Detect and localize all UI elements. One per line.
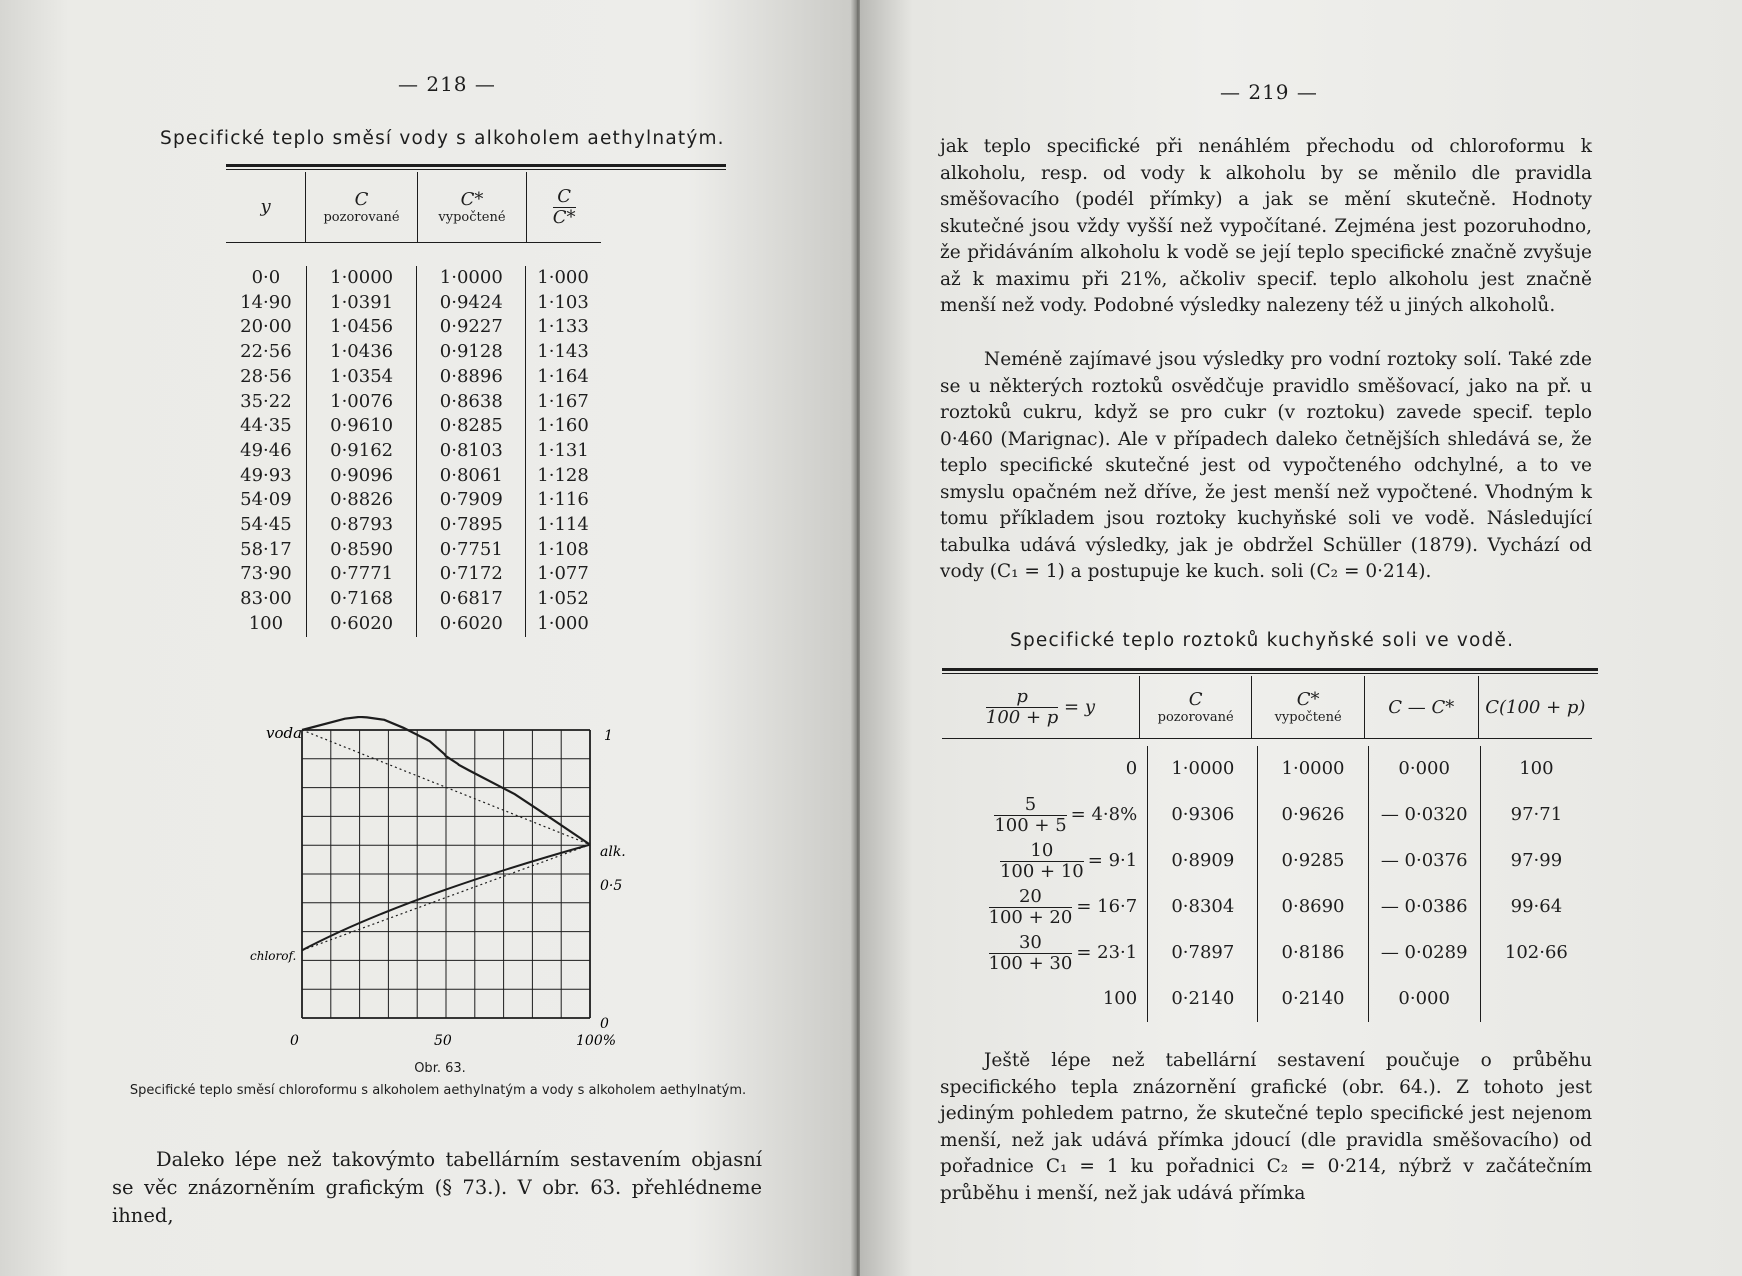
table1-cell: 0·9162	[306, 439, 417, 464]
table1-cell: 0·8896	[417, 365, 526, 390]
label-right-0: 0	[600, 1016, 609, 1032]
table1-cell: 0·9610	[306, 414, 417, 439]
table2-cell-p: 97·99	[1480, 838, 1592, 884]
table2-cell-c: 0·8304	[1148, 884, 1258, 930]
table1-cell: 1·131	[526, 439, 600, 464]
table2-row	[942, 976, 1592, 1022]
table1-cell: 0·6020	[306, 612, 417, 637]
table1-cell: 83·00	[240, 588, 292, 610]
table2-cell-d: — 0·0289	[1368, 930, 1480, 976]
tick-0: 0	[290, 1033, 299, 1049]
figure-caption-text: Specifické teplo směsí chloroformu s alkoholem aethylnatým a vody s alkoholem aethylnatým.	[129, 1083, 747, 1098]
table2-fraction: $\frac{10}{100 + 10}$	[999, 839, 1084, 882]
figure-grid	[302, 730, 590, 1018]
table1-cell: 54·45	[240, 514, 292, 536]
table2-cell-y	[942, 792, 1148, 838]
table1-cell: 0·6817	[417, 587, 526, 612]
table1-cell: 1·0391	[306, 291, 417, 316]
table2-cell-p: 100	[1480, 746, 1592, 792]
table1-cell: 0·8638	[417, 390, 526, 415]
table1-row	[226, 439, 600, 464]
table2-fraction: $\frac{20}{100 + 20}$	[988, 885, 1073, 928]
table2-cell-d: 0·000	[1368, 746, 1480, 792]
tick-100: 100%	[576, 1033, 617, 1049]
label-chlorof: chlorof.	[250, 949, 297, 963]
label-alk: alk.	[600, 844, 626, 860]
table1-cell: 0·8103	[417, 439, 526, 464]
table2-cell-p: 99·64	[1480, 884, 1592, 930]
table2-cell-c: 0·7897	[1148, 930, 1258, 976]
table1-cell: 49·93	[240, 464, 292, 486]
header-ratio: $\frac{C}{C*}$	[552, 185, 576, 228]
table2-cell-d: — 0·0376	[1368, 838, 1480, 884]
table2-row	[942, 884, 1592, 930]
table1-cell: 0·8826	[306, 488, 417, 513]
table1-cell: 0·7168	[306, 587, 417, 612]
table1-cell: 0·7751	[417, 538, 526, 563]
header-y: y	[260, 196, 271, 217]
header-eq-y: = y	[1064, 696, 1095, 717]
table1-cell: 1·167	[526, 390, 600, 415]
table1-cell: 35·22	[240, 390, 292, 412]
table1-cell: 1·143	[526, 340, 600, 365]
header-cstar: C*	[460, 188, 484, 210]
table1-cell: 1·0076	[306, 390, 417, 415]
table1-body	[226, 266, 600, 637]
table2-cell-cs: 1·0000	[1258, 746, 1368, 792]
t2-header-cstar: C*	[1296, 688, 1320, 710]
right-page	[860, 0, 1742, 1276]
page-number-left: — 218 —	[398, 72, 496, 96]
table1-cell: 1·103	[526, 291, 600, 316]
table1-cell: 0·7895	[417, 513, 526, 538]
table2-cell-c: 0·9306	[1148, 792, 1258, 838]
table1-row	[226, 562, 600, 587]
left-page	[0, 0, 860, 1276]
table2-y-value: = 23·1	[1076, 942, 1138, 963]
t2-header-c: C	[1188, 688, 1203, 710]
table2-cell-c: 0·8909	[1148, 838, 1258, 884]
table2-cell-d: — 0·0386	[1368, 884, 1480, 930]
table2-cell-y	[942, 884, 1148, 930]
table1-cell: 0·9227	[417, 315, 526, 340]
table1-header	[226, 172, 726, 243]
table1-cell: 0·9424	[417, 291, 526, 316]
table1-cell: 1·164	[526, 365, 600, 390]
header-c: C	[354, 188, 369, 210]
table1-cell: 1·000	[526, 612, 600, 637]
table1-cell: 1·077	[526, 562, 600, 587]
table1-cell: 1·052	[526, 587, 600, 612]
table1-cell: 20·00	[240, 316, 292, 338]
header-cstar-sub: vypočtené	[438, 209, 506, 225]
table1-cell: 0·9096	[306, 464, 417, 489]
table1-cell: 0·7909	[417, 488, 526, 513]
table1-cell: 1·133	[526, 315, 600, 340]
table2-y-value: = 4·8%	[1070, 804, 1138, 825]
table1-cell: 1·160	[526, 414, 600, 439]
table2-row	[942, 746, 1592, 792]
table2-y-value: = 16·7	[1076, 896, 1138, 917]
table1-row	[226, 464, 600, 489]
right-paragraph-2: Neméně zajímavé jsou výsledky pro vodní roztoky solí. Také zde se u některých roztoků osvědčuje pravidlo směšovací, jako na př. u roztoků cukru, když se pro cukr (v roztoku) zavede specif. teplo 0·460 (Marignac). Ale v případech daleko četnějších shledává se, že teplo specifické skutečné jest od vypočteného odchylné, a to ve smyslu opačném než dříve, že jest menší než vypočtené. Vhodným k tomu příkladem jsou roztoky kuchyňské soli ve vodě. Následující tabulka udává výsledky, jak je obdržel Schüller (1879). Vychází od vody (C₁ = 1) a postupuje ke kuch. soli (C₂ = 0·214).	[940, 349, 1592, 582]
t2-header-diff: C — C*	[1364, 676, 1478, 739]
table1-cell: 44·35	[240, 415, 292, 437]
table1-row	[226, 513, 600, 538]
table1-cell: 0·7172	[417, 562, 526, 587]
table1-cell: 1·0456	[306, 315, 417, 340]
table2-cell-y	[942, 746, 1148, 792]
table1-row	[226, 266, 600, 291]
table1-row	[226, 488, 600, 513]
figure-caption-title: Obr. 63.	[414, 1061, 466, 1076]
table1-cell: 28·56	[240, 365, 292, 387]
table2-cell-cs: 0·9626	[1258, 792, 1368, 838]
table1-cell: 1·0000	[417, 266, 526, 291]
table1-row	[226, 390, 600, 415]
table1-cell: 0·8793	[306, 513, 417, 538]
table1-title: Specifické teplo směsí vody s alkoholem aethylnatým.	[160, 128, 725, 149]
table2-fraction: $\frac{30}{100 + 30}$	[988, 931, 1073, 974]
table2-cell-p	[1480, 976, 1592, 1022]
table1-cell: 0·8061	[417, 464, 526, 489]
table2-cell-c: 0·2140	[1148, 976, 1258, 1022]
table2-y-value: 0	[1125, 757, 1138, 779]
table1-cell: 100	[248, 612, 284, 634]
table2-row	[942, 838, 1592, 884]
table1-row	[226, 291, 600, 316]
table1-row	[226, 340, 600, 365]
table1-cell: 1·0354	[306, 365, 417, 390]
left-paragraph: Daleko lépe než takovýmto tabellárním sestavením objasní se věc znázorněním grafickým (§ 73.). V obr. 63. přehlédneme ihned,	[112, 1148, 762, 1227]
table2-cell-cs: 0·8690	[1258, 884, 1368, 930]
table1-cell: 1·000	[526, 266, 600, 291]
table2-y-value: = 9·1	[1087, 850, 1138, 871]
table1-row	[226, 414, 600, 439]
table1-cell: 0·7771	[306, 562, 417, 587]
table1-cell: 49·46	[240, 439, 292, 461]
table2-cell-c: 1·0000	[1148, 746, 1258, 792]
table2-title: Specifické teplo roztoků kuchyňské soli ve vodě.	[1010, 630, 1515, 651]
table2-cell-p: 97·71	[1480, 792, 1592, 838]
table2-row	[942, 930, 1592, 976]
table1-top-rule	[226, 164, 726, 170]
t2-header-c-sub: pozorované	[1157, 709, 1234, 725]
table2-cell-d: 0·000	[1368, 976, 1480, 1022]
table2-y-value: 100	[1102, 987, 1138, 1009]
table2-cell-p: 102·66	[1480, 930, 1592, 976]
t2-header-prod: C(100 + p)	[1478, 676, 1592, 739]
table1-row	[226, 365, 600, 390]
table1-row	[226, 612, 600, 637]
table2-header	[942, 676, 1592, 739]
table2-cell-cs: 0·9285	[1258, 838, 1368, 884]
table1-cell: 14·90	[240, 291, 292, 313]
table2-body	[942, 746, 1592, 1022]
table1-cell: 0·8285	[417, 414, 526, 439]
table1-cell: 73·90	[240, 563, 292, 585]
table2-top-rule	[942, 668, 1598, 674]
right-paragraph-3: Ještě lépe než tabellární sestavení poučuje o průběhu specifického tepla znázornění grafické (obr. 64.). Z tohoto jest jediným pohledem patrno, že skutečné teplo specifické jest nejenom menší, než jak udává přímka jdoucí (dle pravidla směšovacího) od pořadnice C₁ = 1 ku pořadnici C₂ = 0·214, nýbrž v začátečním průběhu i menší, než jak udává přímka	[940, 1050, 1592, 1204]
figure-63-chart	[248, 716, 628, 1056]
table2-cell-y	[942, 976, 1148, 1022]
label-right-05: 0·5	[600, 878, 623, 894]
tick-50: 50	[434, 1033, 452, 1049]
t2-header-cstar-sub: vypočtené	[1274, 709, 1342, 725]
table2-cell-cs: 0·2140	[1258, 976, 1368, 1022]
header-c-sub: pozorované	[323, 209, 400, 225]
label-voda: voda	[266, 724, 303, 742]
table1-cell: 1·114	[526, 513, 600, 538]
table2-cell-y	[942, 930, 1148, 976]
table1-cell: 0·8590	[306, 538, 417, 563]
table2-row	[942, 792, 1592, 838]
label-right-1: 1	[604, 728, 613, 744]
table2-fraction: $\frac{5}{100 + 5}$	[994, 793, 1067, 836]
table1-cell: 0·9128	[417, 340, 526, 365]
page-number-right: — 219 —	[1220, 80, 1318, 104]
table1-row	[226, 315, 600, 340]
table1-cell: 1·0436	[306, 340, 417, 365]
table1-cell: 0·0	[251, 267, 281, 288]
table1-cell: 58·17	[240, 538, 292, 560]
table1-cell: 54·09	[240, 489, 292, 511]
table1-row	[226, 538, 600, 563]
table2-cell-y	[942, 838, 1148, 884]
right-paragraph-1: jak teplo specifické při nenáhlém přechodu od chloroformu k alkoholu, resp. od vody k alkoholu by se měnilo dle pravidla směšovacího (podél přímky) a jak se mění skutečně. Hodnoty skutečné jsou vždy vyšší než vypočítané. Zejména jest pozoruhodno, že přidáváním alkoholu k vodě se její teplo specifické značně zvyšuje až k maximu při 21%, ačkoliv specif. teplo alkoholu jest značně menší než vody. Podobné výsledky nalezeny též u jiných alkoholů.	[940, 136, 1592, 316]
table2-cell-cs: 0·8186	[1258, 930, 1368, 976]
table1-cell: 1·108	[526, 538, 600, 563]
table1-cell: 0·6020	[417, 612, 526, 637]
header-frac: $\frac{p}{100 + p}$	[985, 685, 1059, 728]
table1-row	[226, 587, 600, 612]
table1-cell: 1·128	[526, 464, 600, 489]
table1-cell: 1·0000	[306, 266, 417, 291]
table1-cell: 1·116	[526, 488, 600, 513]
table1-cell: 22·56	[240, 341, 292, 363]
table2-cell-d: — 0·0320	[1368, 792, 1480, 838]
